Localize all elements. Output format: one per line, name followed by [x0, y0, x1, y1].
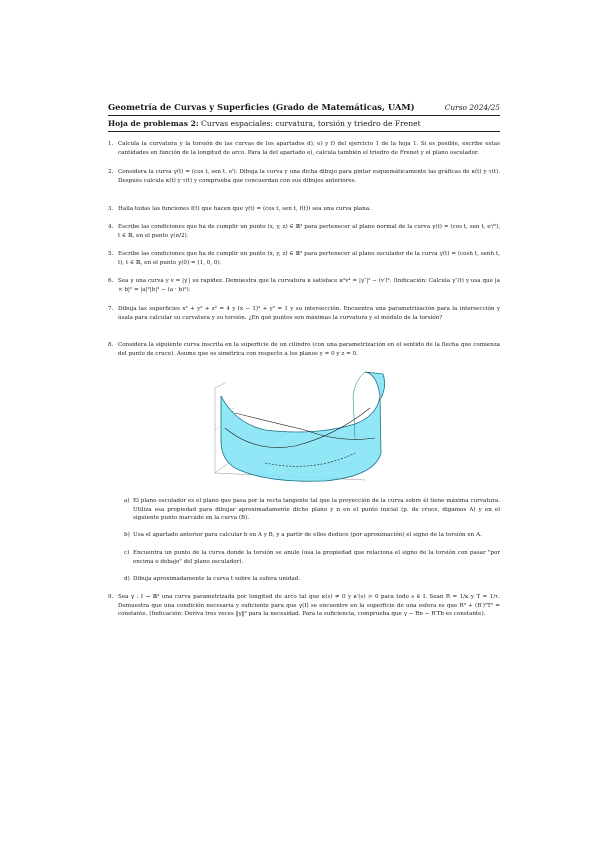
header-rule-top — [108, 115, 500, 116]
sheet-heading — [108, 119, 421, 128]
subitem-text: El plano osculador es el plano que pasa por la recta tangente tal que la proyección de la curva sobre él tiene máxima curvatura. Utiliza esa propiedad para dibujar aproximadamente dicho plano y n en el punto inicial (p. de cruce, digamos A) y en el siguiente punto marcado en la curva (B). — [133, 498, 500, 521]
problem-text: Calcula la curvatura y la torsión de las curvas de los apartados d), e) y f) del ejercicio 1 de la hoja 1. Si es posible, escribe estas cantidades en función de la longitud de arco. Para la del apartado e), calcula también el triedro de Frenet y el plano osculador. — [118, 141, 500, 156]
subitem-text: Encuentra un punto de la curva donde la torsión se anule (usa la propiedad que relaciona el signo de la torsión con pasar "por encima o debajo" del plano osculador). — [133, 550, 500, 565]
cylinder-curve-figure — [205, 368, 400, 488]
subitem-label: b) — [124, 532, 130, 538]
problem-text: Escribe las condiciones que ha de cumplir un punto (x, y, z) ∈ ℝ³ para pertenecer al plano osculador de la curva γ(t) = (cosh t, senh t, t), t ∈ ℝ, en el punto γ(0) = (1, 0, 0). — [118, 251, 500, 266]
cylinder-surface — [221, 396, 381, 481]
problem-3 — [108, 205, 500, 214]
subitem-label: d) — [124, 576, 130, 582]
problem-number: 1. — [108, 141, 114, 147]
problem-text: Sea γ : I → ℝ³ una curva parametrizada por longitud de arco tal que κ(s) ≠ 0 y κ′(s) > 0 para todo s ∈ I. Sean R = 1/κ y T = 1/τ. Demuestra que una condición necesaria y suficiente para que γ(I) se encuentre en la superficie de una esfera es que R² + (R′)²T² = constante. (Indicación: Deriva tres veces ‖γ‖² para la necesidad. Para la suficiencia, comprueba que γ − Rn − R′Tb es constante). — [118, 594, 500, 617]
problem-number: 7. — [108, 306, 114, 312]
problem-number: 4. — [108, 224, 114, 230]
subitem-a — [124, 497, 500, 523]
problem-6 — [108, 277, 500, 294]
problem-2 — [108, 168, 500, 185]
header-rule-bottom — [108, 131, 500, 132]
cylinder-back-rim — [365, 372, 385, 398]
problem-number: 5. — [108, 251, 114, 257]
problem-text: Escribe las condiciones que ha de cumplir un punto (x, y, z) ∈ ℝ³ para pertenecer al plano normal de la curva γ(t) = (cos t, sen t, eᵗ/²), t ∈ ℝ, en el punto γ(π/2). — [118, 224, 500, 239]
sheet-topic: Curvas espaciales: curvatura, torsión y triedro de Frenet — [201, 119, 421, 128]
problem-7 — [108, 305, 500, 322]
subitem-text: Usa el apartado anterior para calcular b en A y B, y a partir de ellos deduce (por aproximación) el signo de la torsión en A. — [133, 532, 482, 538]
course-year: Curso 2024/25 — [444, 103, 500, 112]
problem-text: Sea γ una curva y v = |γ′| su rapidez. Demuestra que la curvatura κ satisface κ²v⁴ = |γ″|² − (v′)². (Indicación: Calcula γ″(t) y usa que |a × b|² = |a|²|b|² − (a · b)²). — [118, 278, 500, 293]
problem-1 — [108, 140, 500, 157]
subitem-text: Dibuja aproximadamente la curva t sobre la esfera unidad. — [133, 576, 301, 582]
subitem-b — [124, 531, 500, 540]
problem-5 — [108, 250, 500, 267]
subitem-label: c) — [124, 550, 130, 556]
problem-9 — [108, 593, 500, 619]
subitem-label: a) — [124, 498, 130, 504]
problem-number: 3. — [108, 206, 114, 212]
problem-text: Considera la curva γ(t) = (cos t, sen t, eᵗ). Dibuja la curva y una dicha dibujo para pintar esquemáticamente las gráficas de κ(t) y τ(t). Después calcula κ(t) y τ(t) y comprueba que concuerdan con sus dibujos anteriores. — [118, 169, 500, 184]
document-header — [108, 102, 500, 112]
sheet-label: Hoja de problemas 2: — [108, 119, 199, 128]
problem-4 — [108, 223, 500, 240]
problem-number: 9. — [108, 594, 114, 600]
problem-8 — [108, 341, 500, 358]
subitem-c — [124, 549, 500, 566]
problem-text: Considera la siguiente curva inscrita en la superficie de un cilindro (con una parametrización en el sentido de la flecha que comienza del punto de cruce). Asume que es simétrica con respecto a los planos y = 0 y z = 0. — [118, 342, 500, 357]
problem-number: 6. — [108, 278, 114, 284]
problem-text: Dibuja las superficies x² + y² + z² = 4 y (x − 1)² + y² = 1 y su intersección. Encuentra una parametrización para la intersección y úsala para calcular su curvatura y su torsión. ¿En qué puntos son máximas la curvatura y el módulo de la torsión? — [118, 306, 500, 321]
problem-number: 2. — [108, 169, 114, 175]
document-title: Geometría de Curvas y Superficies (Grado de Matemáticas, UAM) — [108, 102, 415, 112]
subitem-d — [124, 575, 500, 584]
problem-number: 8. — [108, 342, 114, 348]
problem-text: Halla todas las funciones f(t) que hacen que γ(t) = (cos t, sen t, f(t)) sea una curva plana. — [118, 206, 371, 212]
